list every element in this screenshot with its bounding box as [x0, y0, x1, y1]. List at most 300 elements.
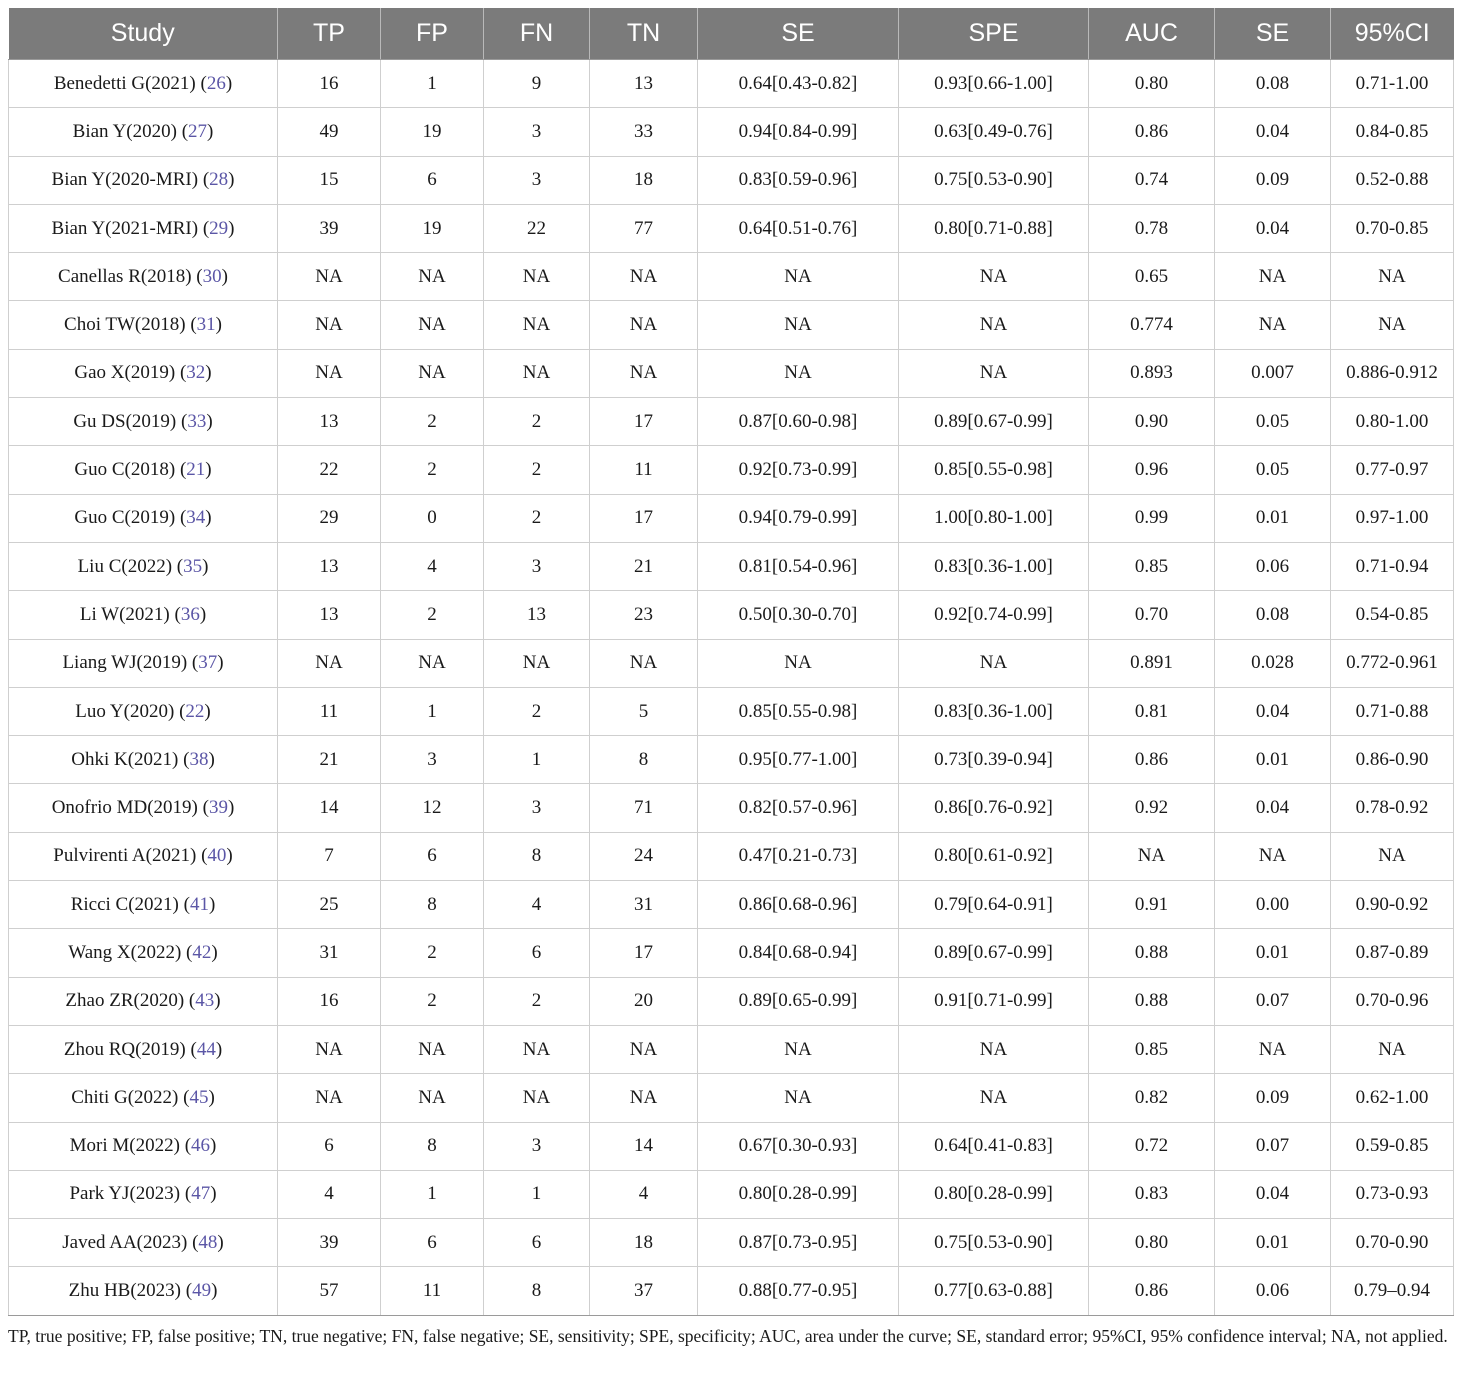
- fp-cell: 11: [381, 1267, 484, 1315]
- table-row: [9, 60, 1454, 108]
- sensitivity-cell: 0.64[0.51-0.76]: [698, 204, 899, 252]
- auc-cell: 0.92: [1089, 784, 1215, 832]
- table-row: [9, 1267, 1454, 1315]
- confidence-interval-cell: 0.97-1.00: [1331, 494, 1454, 542]
- sensitivity-cell: 0.67[0.30-0.93]: [698, 1122, 899, 1170]
- auc-cell: 0.86: [1089, 736, 1215, 784]
- confidence-interval-cell: 0.79–0.94: [1331, 1267, 1454, 1315]
- standard-error-cell: 0.04: [1215, 784, 1331, 832]
- confidence-interval-cell: 0.772-0.961: [1331, 639, 1454, 687]
- tp-cell: NA: [278, 639, 381, 687]
- tn-cell: 17: [590, 398, 698, 446]
- reference-link[interactable]: 26: [206, 72, 226, 94]
- tp-cell: NA: [278, 349, 381, 397]
- standard-error-cell: NA: [1215, 832, 1331, 880]
- header-row: [9, 8, 1454, 60]
- reference-link[interactable]: 40: [207, 845, 227, 867]
- auc-cell: NA: [1089, 832, 1215, 880]
- confidence-interval-cell: 0.80-1.00: [1331, 398, 1454, 446]
- study-cell: Bian Y(2020-MRI) (28): [9, 156, 278, 204]
- auc-cell: 0.96: [1089, 446, 1215, 494]
- study-name: Onofrio MD(2019): [51, 797, 198, 819]
- standard-error-cell: 0.01: [1215, 1219, 1331, 1267]
- reference-link[interactable]: 47: [191, 1183, 211, 1205]
- tp-cell: 7: [278, 832, 381, 880]
- tp-cell: 15: [278, 156, 381, 204]
- study-table: [8, 8, 1454, 1316]
- fp-cell: 6: [381, 1219, 484, 1267]
- auc-cell: 0.774: [1089, 301, 1215, 349]
- fn-cell: 8: [484, 1267, 590, 1315]
- tp-cell: 11: [278, 687, 381, 735]
- reference-link[interactable]: 46: [191, 1135, 211, 1157]
- standard-error-cell: 0.09: [1215, 1074, 1331, 1122]
- confidence-interval-cell: 0.62-1.00: [1331, 1074, 1454, 1122]
- sensitivity-cell: 0.88[0.77-0.95]: [698, 1267, 899, 1315]
- col-header-tn: TN: [590, 8, 698, 60]
- col-header-study: Study: [9, 8, 278, 60]
- study-cell: Choi TW(2018) (31): [9, 301, 278, 349]
- tn-cell: 17: [590, 929, 698, 977]
- fp-cell: NA: [381, 1025, 484, 1073]
- tn-cell: 23: [590, 591, 698, 639]
- fn-cell: 8: [484, 832, 590, 880]
- specificity-cell: 0.75[0.53-0.90]: [899, 1219, 1089, 1267]
- specificity-cell: 0.89[0.67-0.99]: [899, 929, 1089, 977]
- reference-link[interactable]: 30: [202, 265, 222, 287]
- specificity-cell: 0.92[0.74-0.99]: [899, 591, 1089, 639]
- specificity-cell: 0.64[0.41-0.83]: [899, 1122, 1089, 1170]
- fp-cell: 8: [381, 881, 484, 929]
- col-header-confidence-interval: 95%CI: [1331, 8, 1454, 60]
- reference-link[interactable]: 33: [187, 410, 207, 432]
- reference-link[interactable]: 39: [208, 797, 228, 819]
- confidence-interval-cell: 0.54-0.85: [1331, 591, 1454, 639]
- table-row: [9, 156, 1454, 204]
- standard-error-cell: 0.09: [1215, 156, 1331, 204]
- col-header-standard-error: SE: [1215, 8, 1331, 60]
- confidence-interval-cell: NA: [1331, 832, 1454, 880]
- reference-link[interactable]: 45: [189, 1086, 209, 1108]
- fp-cell: 2: [381, 977, 484, 1025]
- tn-cell: 21: [590, 542, 698, 590]
- specificity-cell: 1.00[0.80-1.00]: [899, 494, 1089, 542]
- tn-cell: 24: [590, 832, 698, 880]
- tn-cell: NA: [590, 349, 698, 397]
- sensitivity-cell: NA: [698, 301, 899, 349]
- standard-error-cell: 0.05: [1215, 446, 1331, 494]
- fp-cell: 6: [381, 832, 484, 880]
- fn-cell: 3: [484, 784, 590, 832]
- table-row: [9, 542, 1454, 590]
- study-name: Zhao ZR(2020): [65, 990, 185, 1012]
- fp-cell: 19: [381, 108, 484, 156]
- tn-cell: 31: [590, 881, 698, 929]
- tp-cell: 16: [278, 977, 381, 1025]
- study-name: Li W(2021): [79, 603, 170, 625]
- sensitivity-cell: 0.83[0.59-0.96]: [698, 156, 899, 204]
- table-row: [9, 1122, 1454, 1170]
- study-name: Bian Y(2021-MRI): [51, 217, 199, 239]
- sensitivity-cell: 0.50[0.30-0.70]: [698, 591, 899, 639]
- tp-cell: 25: [278, 881, 381, 929]
- tn-cell: 5: [590, 687, 698, 735]
- fn-cell: 3: [484, 156, 590, 204]
- study-name: Liu C(2022): [77, 555, 173, 577]
- reference-link[interactable]: 36: [180, 603, 200, 625]
- sensitivity-cell: NA: [698, 639, 899, 687]
- study-cell: Mori M(2022) (46): [9, 1122, 278, 1170]
- study-name: Zhu HB(2023): [68, 1280, 181, 1302]
- reference-link[interactable]: 29: [209, 217, 229, 239]
- confidence-interval-cell: 0.84-0.85: [1331, 108, 1454, 156]
- confidence-interval-cell: 0.52-0.88: [1331, 156, 1454, 204]
- fn-cell: NA: [484, 349, 590, 397]
- sensitivity-cell: 0.47[0.21-0.73]: [698, 832, 899, 880]
- table-row: [9, 1219, 1454, 1267]
- table-row: [9, 1170, 1454, 1218]
- tp-cell: 6: [278, 1122, 381, 1170]
- fp-cell: NA: [381, 349, 484, 397]
- study-name: Park YJ(2023): [69, 1183, 181, 1205]
- tn-cell: 17: [590, 494, 698, 542]
- fp-cell: 3: [381, 736, 484, 784]
- fp-cell: 2: [381, 398, 484, 446]
- tn-cell: 18: [590, 156, 698, 204]
- table-row: [9, 301, 1454, 349]
- specificity-cell: NA: [899, 349, 1089, 397]
- auc-cell: 0.86: [1089, 108, 1215, 156]
- fn-cell: NA: [484, 301, 590, 349]
- tn-cell: 13: [590, 60, 698, 108]
- table-row: [9, 591, 1454, 639]
- tn-cell: NA: [590, 301, 698, 349]
- table-row: [9, 253, 1454, 301]
- specificity-cell: 0.86[0.76-0.92]: [899, 784, 1089, 832]
- tn-cell: 77: [590, 204, 698, 252]
- study-table-container: [8, 8, 1453, 1316]
- reference-link[interactable]: 32: [186, 362, 206, 384]
- fn-cell: 9: [484, 60, 590, 108]
- study-name: Ricci C(2021): [70, 893, 179, 915]
- col-header-fp: FP: [381, 8, 484, 60]
- tp-cell: NA: [278, 1025, 381, 1073]
- fp-cell: NA: [381, 639, 484, 687]
- auc-cell: 0.91: [1089, 881, 1215, 929]
- specificity-cell: 0.79[0.64-0.91]: [899, 881, 1089, 929]
- auc-cell: 0.78: [1089, 204, 1215, 252]
- specificity-cell: 0.77[0.63-0.88]: [899, 1267, 1089, 1315]
- tp-cell: 13: [278, 398, 381, 446]
- table-row: [9, 784, 1454, 832]
- specificity-cell: 0.80[0.61-0.92]: [899, 832, 1089, 880]
- sensitivity-cell: 0.82[0.57-0.96]: [698, 784, 899, 832]
- standard-error-cell: 0.05: [1215, 398, 1331, 446]
- col-header-auc: AUC: [1089, 8, 1215, 60]
- fp-cell: 1: [381, 687, 484, 735]
- tn-cell: 14: [590, 1122, 698, 1170]
- tp-cell: 39: [278, 204, 381, 252]
- fp-cell: 1: [381, 1170, 484, 1218]
- fn-cell: 3: [484, 108, 590, 156]
- fp-cell: 2: [381, 446, 484, 494]
- table-row: [9, 398, 1454, 446]
- study-cell: Bian Y(2021-MRI) (29): [9, 204, 278, 252]
- reference-link[interactable]: 21: [186, 459, 206, 481]
- auc-cell: 0.85: [1089, 542, 1215, 590]
- sensitivity-cell: 0.87[0.60-0.98]: [698, 398, 899, 446]
- auc-cell: 0.65: [1089, 253, 1215, 301]
- study-cell: Benedetti G(2021) (26): [9, 60, 278, 108]
- fn-cell: 1: [484, 1170, 590, 1218]
- auc-cell: 0.85: [1089, 1025, 1215, 1073]
- study-cell: Ohki K(2021) (38): [9, 736, 278, 784]
- tp-cell: 29: [278, 494, 381, 542]
- table-row: [9, 977, 1454, 1025]
- table-row: [9, 736, 1454, 784]
- study-name: Luo Y(2020): [75, 700, 175, 722]
- tp-cell: 31: [278, 929, 381, 977]
- auc-cell: 0.88: [1089, 929, 1215, 977]
- confidence-interval-cell: 0.71-0.94: [1331, 542, 1454, 590]
- auc-cell: 0.86: [1089, 1267, 1215, 1315]
- table-row: [9, 639, 1454, 687]
- confidence-interval-cell: 0.70-0.90: [1331, 1219, 1454, 1267]
- study-name: Guo C(2019): [74, 507, 176, 529]
- confidence-interval-cell: 0.70-0.85: [1331, 204, 1454, 252]
- specificity-cell: NA: [899, 253, 1089, 301]
- study-name: Zhou RQ(2019): [63, 1038, 186, 1060]
- confidence-interval-cell: 0.86-0.90: [1331, 736, 1454, 784]
- study-name: Guo C(2018): [74, 459, 176, 481]
- table-row: [9, 108, 1454, 156]
- fp-cell: 2: [381, 591, 484, 639]
- standard-error-cell: 0.08: [1215, 60, 1331, 108]
- confidence-interval-cell: NA: [1331, 301, 1454, 349]
- study-cell: Javed AA(2023) (48): [9, 1219, 278, 1267]
- fn-cell: 6: [484, 1219, 590, 1267]
- confidence-interval-cell: 0.70-0.96: [1331, 977, 1454, 1025]
- fp-cell: 19: [381, 204, 484, 252]
- auc-cell: 0.893: [1089, 349, 1215, 397]
- study-name: Gao X(2019): [74, 362, 176, 384]
- tn-cell: 37: [590, 1267, 698, 1315]
- auc-cell: 0.80: [1089, 1219, 1215, 1267]
- fn-cell: NA: [484, 253, 590, 301]
- fn-cell: 4: [484, 881, 590, 929]
- auc-cell: 0.81: [1089, 687, 1215, 735]
- sensitivity-cell: 0.86[0.68-0.96]: [698, 881, 899, 929]
- study-name: Wang X(2022): [68, 941, 182, 963]
- tn-cell: NA: [590, 639, 698, 687]
- tn-cell: 18: [590, 1219, 698, 1267]
- fp-cell: 12: [381, 784, 484, 832]
- col-header-sensitivity: SE: [698, 8, 899, 60]
- study-cell: Park YJ(2023) (47): [9, 1170, 278, 1218]
- table-row: [9, 204, 1454, 252]
- study-name: Ohki K(2021): [71, 748, 179, 770]
- auc-cell: 0.80: [1089, 60, 1215, 108]
- auc-cell: 0.82: [1089, 1074, 1215, 1122]
- standard-error-cell: 0.06: [1215, 1267, 1331, 1315]
- col-header-tp: TP: [278, 8, 381, 60]
- study-cell: Canellas R(2018) (30): [9, 253, 278, 301]
- fn-cell: 2: [484, 398, 590, 446]
- standard-error-cell: 0.028: [1215, 639, 1331, 687]
- specificity-cell: 0.80[0.28-0.99]: [899, 1170, 1089, 1218]
- sensitivity-cell: 0.64[0.43-0.82]: [698, 60, 899, 108]
- reference-link[interactable]: 41: [189, 893, 209, 915]
- fn-cell: 2: [484, 687, 590, 735]
- fn-cell: 22: [484, 204, 590, 252]
- specificity-cell: 0.93[0.66-1.00]: [899, 60, 1089, 108]
- study-cell: Zhou RQ(2019) (44): [9, 1025, 278, 1073]
- confidence-interval-cell: 0.90-0.92: [1331, 881, 1454, 929]
- specificity-cell: 0.73[0.39-0.94]: [899, 736, 1089, 784]
- fn-cell: NA: [484, 639, 590, 687]
- tp-cell: 16: [278, 60, 381, 108]
- confidence-interval-cell: 0.71-1.00: [1331, 60, 1454, 108]
- standard-error-cell: 0.07: [1215, 1122, 1331, 1170]
- study-name: Bian Y(2020): [72, 120, 177, 142]
- reference-link[interactable]: 44: [196, 1038, 216, 1060]
- specificity-cell: 0.80[0.71-0.88]: [899, 204, 1089, 252]
- specificity-cell: 0.63[0.49-0.76]: [899, 108, 1089, 156]
- fp-cell: 2: [381, 929, 484, 977]
- table-row: [9, 1074, 1454, 1122]
- auc-cell: 0.74: [1089, 156, 1215, 204]
- reference-link[interactable]: 31: [196, 314, 216, 336]
- standard-error-cell: NA: [1215, 1025, 1331, 1073]
- fp-cell: NA: [381, 253, 484, 301]
- specificity-cell: 0.91[0.71-0.99]: [899, 977, 1089, 1025]
- tn-cell: 20: [590, 977, 698, 1025]
- sensitivity-cell: 0.85[0.55-0.98]: [698, 687, 899, 735]
- study-cell: Ricci C(2021) (41): [9, 881, 278, 929]
- study-name: Javed AA(2023): [62, 1231, 188, 1253]
- reference-link[interactable]: 43: [195, 990, 215, 1012]
- table-row: [9, 881, 1454, 929]
- study-name: Gu DS(2019): [73, 410, 177, 432]
- confidence-interval-cell: 0.87-0.89: [1331, 929, 1454, 977]
- tp-cell: NA: [278, 253, 381, 301]
- table-row: [9, 929, 1454, 977]
- tn-cell: NA: [590, 1025, 698, 1073]
- study-cell: Luo Y(2020) (22): [9, 687, 278, 735]
- fn-cell: 2: [484, 494, 590, 542]
- specificity-cell: NA: [899, 301, 1089, 349]
- auc-cell: 0.72: [1089, 1122, 1215, 1170]
- study-name: Choi TW(2018): [64, 314, 186, 336]
- table-row: [9, 446, 1454, 494]
- reference-link[interactable]: 34: [186, 507, 206, 529]
- specificity-cell: NA: [899, 1074, 1089, 1122]
- standard-error-cell: 0.01: [1215, 736, 1331, 784]
- study-name: Pulvirenti A(2021): [53, 845, 197, 867]
- fn-cell: 3: [484, 542, 590, 590]
- standard-error-cell: NA: [1215, 253, 1331, 301]
- table-row: [9, 1025, 1454, 1073]
- specificity-cell: 0.83[0.36-1.00]: [899, 687, 1089, 735]
- fp-cell: NA: [381, 301, 484, 349]
- study-cell: Zhao ZR(2020) (43): [9, 977, 278, 1025]
- fp-cell: 0: [381, 494, 484, 542]
- tn-cell: 8: [590, 736, 698, 784]
- auc-cell: 0.891: [1089, 639, 1215, 687]
- reference-link[interactable]: 35: [183, 555, 203, 577]
- fn-cell: 2: [484, 446, 590, 494]
- study-cell: Onofrio MD(2019) (39): [9, 784, 278, 832]
- tn-cell: 71: [590, 784, 698, 832]
- confidence-interval-cell: 0.78-0.92: [1331, 784, 1454, 832]
- table-body: [9, 60, 1454, 1316]
- auc-cell: 0.99: [1089, 494, 1215, 542]
- sensitivity-cell: NA: [698, 1074, 899, 1122]
- reference-link[interactable]: 22: [185, 700, 205, 722]
- table-row: [9, 349, 1454, 397]
- fp-cell: 6: [381, 156, 484, 204]
- reference-link[interactable]: 42: [192, 941, 212, 963]
- standard-error-cell: 0.08: [1215, 591, 1331, 639]
- reference-link[interactable]: 48: [198, 1231, 218, 1253]
- fp-cell: 8: [381, 1122, 484, 1170]
- study-name: Liang WJ(2019): [62, 652, 188, 674]
- tp-cell: 13: [278, 591, 381, 639]
- tn-cell: 11: [590, 446, 698, 494]
- auc-cell: 0.90: [1089, 398, 1215, 446]
- fn-cell: 6: [484, 929, 590, 977]
- fn-cell: NA: [484, 1074, 590, 1122]
- reference-link[interactable]: 37: [198, 652, 218, 674]
- standard-error-cell: NA: [1215, 301, 1331, 349]
- study-cell: Guo C(2018) (21): [9, 446, 278, 494]
- reference-link[interactable]: 38: [189, 748, 209, 770]
- tn-cell: NA: [590, 253, 698, 301]
- sensitivity-cell: NA: [698, 253, 899, 301]
- sensitivity-cell: 0.95[0.77-1.00]: [698, 736, 899, 784]
- tn-cell: 33: [590, 108, 698, 156]
- study-cell: Bian Y(2020) (27): [9, 108, 278, 156]
- reference-link[interactable]: 27: [188, 120, 208, 142]
- study-name: Bian Y(2020-MRI): [51, 169, 199, 191]
- standard-error-cell: 0.007: [1215, 349, 1331, 397]
- study-cell: Liu C(2022) (35): [9, 542, 278, 590]
- confidence-interval-cell: 0.886-0.912: [1331, 349, 1454, 397]
- tp-cell: 21: [278, 736, 381, 784]
- reference-link[interactable]: 49: [192, 1280, 212, 1302]
- study-cell: Chiti G(2022) (45): [9, 1074, 278, 1122]
- sensitivity-cell: NA: [698, 1025, 899, 1073]
- study-cell: Liang WJ(2019) (37): [9, 639, 278, 687]
- study-cell: Li W(2021) (36): [9, 591, 278, 639]
- standard-error-cell: 0.01: [1215, 494, 1331, 542]
- tn-cell: NA: [590, 1074, 698, 1122]
- tp-cell: NA: [278, 1074, 381, 1122]
- col-header-specificity: SPE: [899, 8, 1089, 60]
- study-name: Canellas R(2018): [58, 265, 192, 287]
- confidence-interval-cell: NA: [1331, 253, 1454, 301]
- standard-error-cell: 0.00: [1215, 881, 1331, 929]
- standard-error-cell: 0.07: [1215, 977, 1331, 1025]
- auc-cell: 0.70: [1089, 591, 1215, 639]
- fn-cell: 2: [484, 977, 590, 1025]
- standard-error-cell: 0.04: [1215, 108, 1331, 156]
- reference-link[interactable]: 28: [209, 169, 229, 191]
- confidence-interval-cell: 0.71-0.88: [1331, 687, 1454, 735]
- table-footnote: TP, true positive; FP, false positive; TN, true negative; FN, false negative; SE, sensitivity; SPE, specificity; AUC, area under the curve; SE, standard error; 95%CI, 95% confidence interval; NA, not applied.: [8, 1326, 1448, 1346]
- auc-cell: 0.88: [1089, 977, 1215, 1025]
- study-cell: Zhu HB(2023) (49): [9, 1267, 278, 1315]
